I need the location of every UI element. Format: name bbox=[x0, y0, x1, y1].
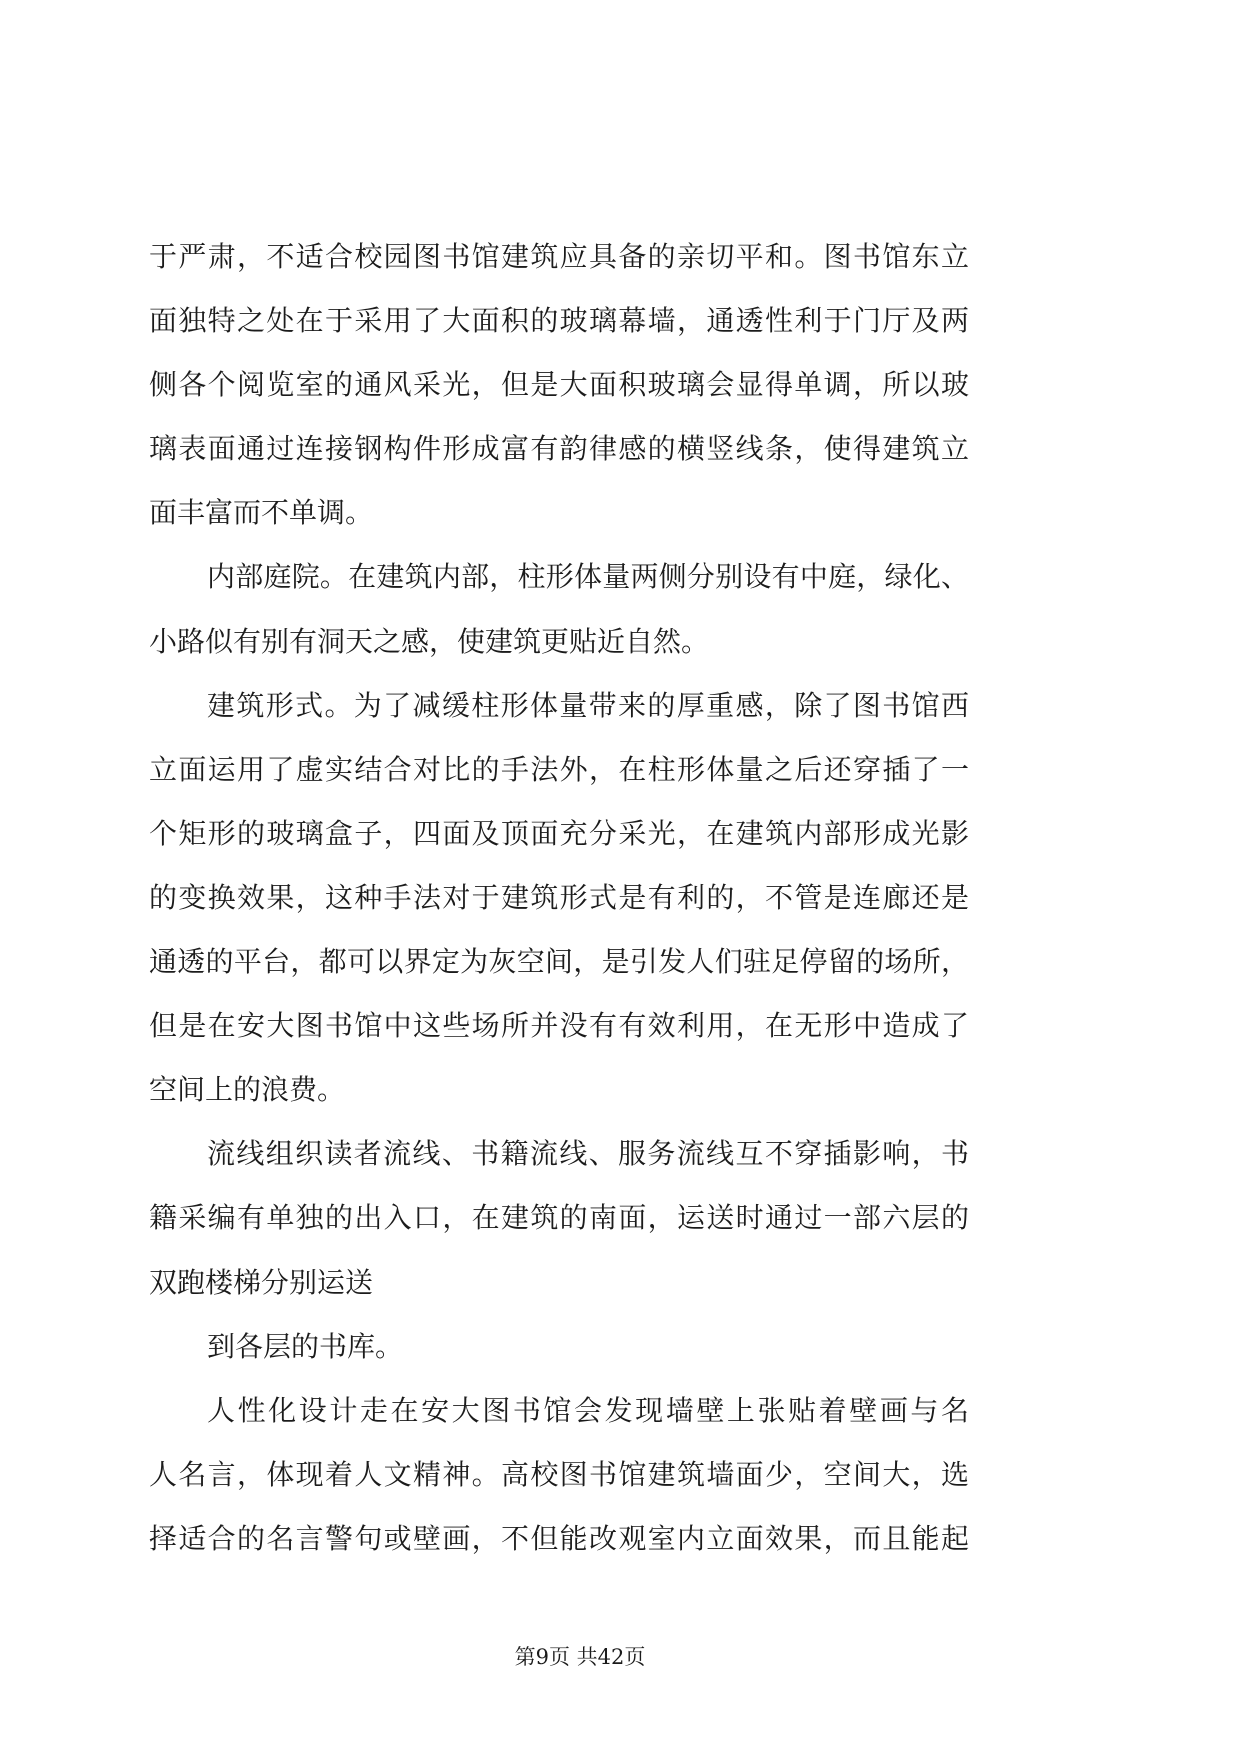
text-line: 立面运用了虚实结合对比的手法外，在柱形体量之后还穿插了一 bbox=[149, 752, 969, 786]
text-line: 建筑形式。为了减缓柱形体量带来的厚重感，除了图书馆西 bbox=[207, 688, 969, 722]
text-line: 空间上的浪费。 bbox=[149, 1073, 346, 1107]
text-line: 面独特之处在于采用了大面积的玻璃幕墙，通透性利于门厅及两 bbox=[149, 304, 969, 338]
paragraph bbox=[149, 1379, 969, 1571]
text-line: 内部庭院。在建筑内部，柱形体量两侧分别设有中庭，绿化、 bbox=[207, 560, 969, 594]
body-text bbox=[149, 225, 969, 1571]
text-line: 人名言，体现着人文精神。高校图书馆建筑墙面少，空间大，选 bbox=[149, 1457, 969, 1491]
text-line: 双跑楼梯分别运送 bbox=[149, 1265, 374, 1299]
text-line: 人性化设计走在安大图书馆会发现墙壁上张贴着壁画与名 bbox=[207, 1393, 969, 1427]
paragraph bbox=[149, 674, 969, 1123]
text-line: 个矩形的玻璃盒子，四面及顶面充分采光，在建筑内部形成光影 bbox=[149, 816, 969, 850]
paragraph bbox=[149, 225, 969, 545]
page-number-footer: 第9页 共42页 bbox=[514, 1645, 646, 1669]
paragraph bbox=[149, 545, 969, 673]
text-line: 侧各个阅览室的通风采光，但是大面积玻璃会显得单调，所以玻 bbox=[149, 368, 969, 402]
text-line: 籍采编有单独的出入口，在建筑的南面，运送时通过一部六层的 bbox=[149, 1201, 969, 1235]
text-line: 流线组织读者流线、书籍流线、服务流线互不穿插影响，书 bbox=[207, 1137, 969, 1171]
text-line: 择适合的名言警句或壁画，不但能改观室内立面效果，而且能起 bbox=[149, 1521, 969, 1555]
text-line: 面丰富而不单调。 bbox=[149, 496, 374, 530]
text-line: 小路似有别有洞天之感，使建筑更贴近自然。 bbox=[149, 624, 710, 658]
text-line: 但是在安大图书馆中这些场所并没有有效利用，在无形中造成了 bbox=[149, 1009, 969, 1043]
text-line: 于严肃，不适合校园图书馆建筑应具备的亲切平和。图书馆东立 bbox=[149, 240, 969, 273]
paragraph bbox=[149, 1122, 969, 1314]
text-line: 璃表面通过连接钢构件形成富有韵律感的横竖线条，使得建筑立 bbox=[149, 432, 969, 466]
text-line: 的变换效果，这种手法对于建筑形式是有利的，不管是连廊还是 bbox=[149, 880, 969, 914]
paragraph bbox=[149, 1315, 969, 1379]
text-line: 到各层的书库。 bbox=[207, 1329, 404, 1363]
text-line: 通透的平台，都可以界定为灰空间，是引发人们驻足停留的场所， bbox=[149, 945, 969, 979]
